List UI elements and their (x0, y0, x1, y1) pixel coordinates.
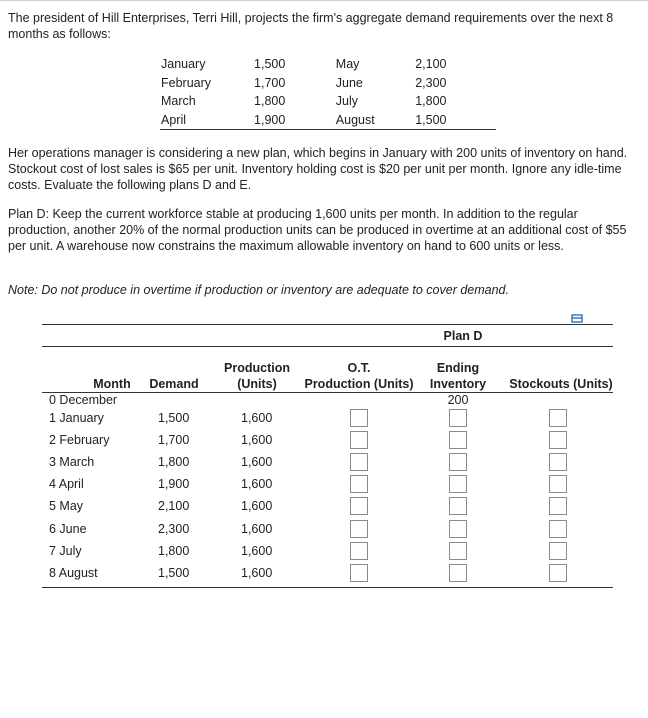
demand-cell: 1,800 (158, 543, 190, 558)
stockouts-input[interactable] (549, 564, 567, 582)
month-cell: 3 March (49, 455, 95, 470)
stockouts-input[interactable] (549, 520, 567, 538)
ending-inventory-input[interactable] (449, 520, 467, 538)
ending-inventory-input[interactable] (449, 409, 467, 427)
ending-inventory-input[interactable] (449, 475, 467, 493)
ending-inventory-input[interactable] (449, 453, 467, 471)
forecast-row (160, 111, 496, 130)
production-cell: 1,600 (241, 543, 273, 558)
forecast-row (160, 92, 496, 111)
forecast-value: 1,500 (414, 111, 496, 130)
forecast-value: 1,700 (254, 75, 286, 90)
month-cell: 4 April (49, 477, 84, 492)
table-bottom-rule (42, 587, 613, 588)
forecast-value: 1,800 (254, 94, 286, 109)
edit-icon[interactable] (571, 314, 583, 324)
stockouts-input[interactable] (549, 497, 567, 515)
forecast-month: July (335, 94, 359, 109)
production-cell: 1,600 (241, 477, 273, 492)
forecast-month: April (160, 111, 253, 130)
month-cell: 6 June (49, 521, 87, 536)
ot-production-input[interactable] (350, 542, 368, 560)
ot-production-input[interactable] (350, 453, 368, 471)
header-stockouts: Stockouts (Units) (509, 377, 613, 391)
month-cell: 5 May (49, 499, 84, 514)
ot-production-input[interactable] (350, 475, 368, 493)
production-cell: 1,600 (241, 433, 273, 448)
production-cell: 1,600 (241, 411, 273, 425)
december-ending-inventory: 200 (447, 393, 469, 407)
demand-cell: 1,500 (158, 411, 190, 425)
header-ot-production: O.T. Production (Units) (304, 361, 414, 391)
forecast-month: March (161, 94, 196, 109)
header-month: Month (93, 377, 131, 391)
ending-inventory-input[interactable] (449, 542, 467, 560)
forecast-value: 1,900 (253, 111, 335, 130)
production-cell: 1,600 (241, 455, 273, 470)
plan-label-rule (42, 346, 613, 347)
demand-cell: 2,300 (158, 521, 190, 536)
month-cell: 2 February (49, 433, 110, 448)
demand-cell: 1,500 (158, 565, 190, 580)
month-cell: 8 August (49, 565, 98, 580)
plan-label: Plan D (443, 329, 483, 343)
forecast-value: 1,800 (415, 94, 447, 109)
ending-inventory-input[interactable] (449, 431, 467, 449)
stockouts-input[interactable] (549, 475, 567, 493)
forecast-month: June (335, 75, 363, 90)
forecast-value: 1,500 (254, 57, 286, 72)
table-row (42, 540, 613, 562)
header-ending-inventory: Ending Inventory (429, 361, 487, 391)
ending-inventory-input[interactable] (449, 564, 467, 582)
intro-text: The president of Hill Enterprises, Terri Hill, projects the firm's aggregate demand requirements over the next 8 months as follows: (8, 11, 614, 41)
stockouts-input[interactable] (549, 409, 567, 427)
table-row (42, 473, 613, 495)
ot-production-input[interactable] (350, 497, 368, 515)
table-row (42, 429, 613, 451)
production-cell: 1,600 (241, 521, 273, 536)
ot-production-input[interactable] (350, 431, 368, 449)
header-rule (42, 392, 613, 393)
plan-d-description (8, 206, 640, 254)
stockouts-input[interactable] (549, 431, 567, 449)
ot-production-input[interactable] (350, 520, 368, 538)
plan-d-label: Plan D: (8, 207, 49, 221)
table-row (42, 451, 613, 473)
month-cell: 1 January (49, 411, 104, 425)
december-label: 0 December (49, 393, 118, 407)
forecast-month: January (161, 57, 206, 72)
plan-d-text: Keep the current workforce stable at producing 1,600 units per month. In addition to the regular production, another 20% of the normal production units can be produced in overtime at an additional cost of $55 per unit. A warehouse now constrains the maximum allowable inventory on hand to 600 units or less. (8, 207, 627, 253)
forecast-month: August (335, 111, 414, 130)
header-production: Production (Units) (224, 361, 290, 391)
forecast-value: 2,300 (415, 75, 447, 90)
table-row (42, 562, 613, 584)
demand-cell: 2,100 (158, 499, 190, 514)
demand-cell: 1,800 (158, 455, 190, 470)
stockouts-input[interactable] (549, 542, 567, 560)
demand-cell: 1,900 (158, 477, 190, 492)
month-cell: 7 July (49, 543, 82, 558)
ot-production-input[interactable] (350, 564, 368, 582)
table-top-rule (42, 324, 613, 325)
ending-inventory-input[interactable] (449, 497, 467, 515)
plan-context-text: Her operations manager is considering a new plan, which begins in January with 200 units of inventory on hand. Stockout cost of lost sales is $65 per unit. Inventory holding cost is $20 per unit per month. Ignore any idle-time costs. Evaluate the following plans D and E. (8, 146, 628, 192)
ot-production-input[interactable] (350, 409, 368, 427)
demand-cell: 1,700 (158, 433, 190, 448)
forecast-row (160, 74, 496, 93)
forecast-month: May (335, 57, 360, 72)
stockouts-input[interactable] (549, 453, 567, 471)
top-border (0, 0, 648, 1)
header-demand: Demand (149, 377, 199, 391)
forecast-value: 2,100 (415, 57, 447, 72)
table-row (42, 518, 613, 540)
production-cell: 1,600 (241, 565, 273, 580)
demand-forecast-table (160, 55, 496, 130)
table-row (42, 495, 613, 517)
forecast-row (160, 55, 496, 74)
note-text: Note: Do not produce in overtime if production or inventory are adequate to cover demand. (8, 283, 509, 297)
forecast-month: February (161, 75, 212, 90)
table-row (42, 407, 613, 429)
production-cell: 1,600 (241, 499, 273, 514)
